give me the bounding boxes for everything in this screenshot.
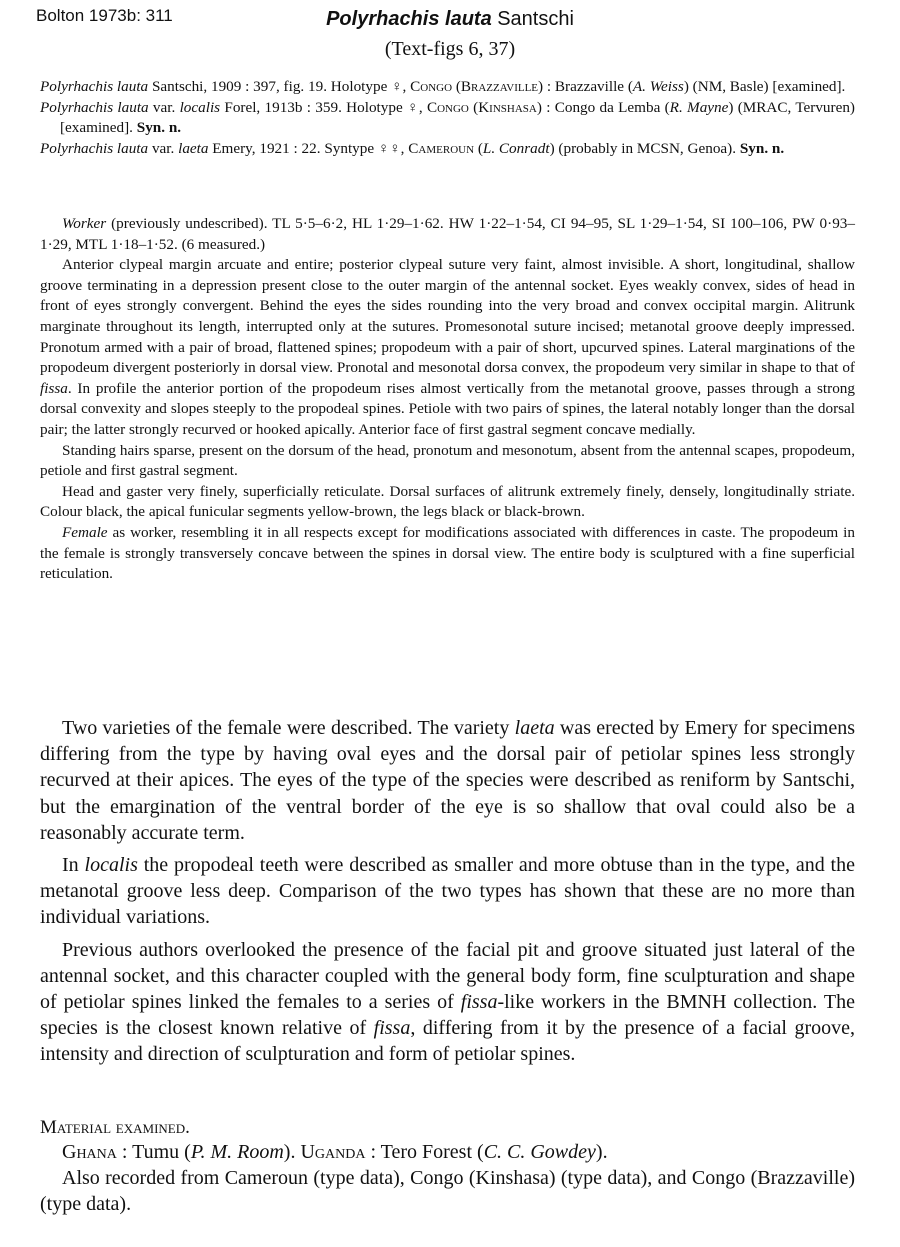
synonymy-entry: Polyrhachis lauta var. localis Forel, 1913b : 359. Holotype ♀, Congo (Kinshasa) : Congo da Lemba (R. Mayne) (MRAC, Tervuren) [examined]. Syn. n. bbox=[40, 98, 855, 137]
variety-name: laeta bbox=[178, 139, 209, 157]
taxon-name: Polyrhachis lauta bbox=[40, 78, 149, 95]
female-description: Female as worker, resembling it in all respects except for modifications associated with differences in caste. The propodeum in the female is strongly transversely concave between the spines in dorsal view. The entire body is sculptured with a fine superficial reticulation. bbox=[40, 523, 855, 583]
figure-reference: (Text-figs 6, 37) bbox=[384, 38, 516, 60]
discussion-paragraph: In localis the propodeal teeth were described as smaller and more obtuse than in the type, and the metanotal groove less deep. Comparison of the two types has shown that these are no more than individual variations. bbox=[40, 854, 855, 929]
collector-name: C. C. Gowdey bbox=[483, 1141, 596, 1163]
collector-name: R. Mayne bbox=[669, 98, 729, 116]
discussion-paragraph: Two varieties of the female were described. The variety laeta was erected by Emery for specimens differing from the type by having oval eyes and the dorsal pair of petiolar spines less strongly recurved at their apices. The eyes of the type of the species were described as reniform by Santschi, but the emargination of the ventral border of the eye is so shallow that oval could also be a reasonably accurate term. bbox=[40, 717, 855, 844]
country-name: Congo (Brazzaville) bbox=[410, 78, 544, 95]
discussion-paragraph: Previous authors overlooked the presence of the facial pit and groove situated just lateral of the antennal socket, and this character coupled with the general body form, fine sculpturation and shape of petiolar spines linked the females to a series of fissa-like workers in the BMNH collection. The species is the closest known relative of fissa, differing from it by the presence of a facial groove, intensity and direction of sculpturation and form of petiolar spines. bbox=[40, 938, 855, 1066]
variety-name: localis bbox=[179, 98, 221, 116]
taxon-name: Polyrhachis lauta bbox=[40, 98, 149, 116]
page-citation: Bolton 1973b: 311 bbox=[36, 6, 173, 25]
material-records: Ghana : Tumu (P. M. Room). Uganda : Tero Forest (C. C. Gowdey). bbox=[62, 1141, 608, 1163]
species-name: Polyrhachis lauta bbox=[326, 8, 492, 30]
worker-pilosity: Standing hairs sparse, present on the dorsum of the head, pronotum and mesonotum, absent from the antennal scapes, propodeum, petiole and first gastral segment. bbox=[40, 441, 855, 480]
worker-sculpture: Head and gaster very finely, superficially reticulate. Dorsal surfaces of alitrunk extremely finely, densely, longitudinally striate. Colour black, the apical funicular segments yellow-brown, the legs black or black-brown. bbox=[40, 482, 855, 521]
country-name: Ghana bbox=[62, 1141, 117, 1163]
synonymy-marker: Syn. n. bbox=[739, 139, 785, 157]
collector-name: P. M. Room bbox=[190, 1141, 284, 1163]
material-heading: Material examined. bbox=[40, 1117, 190, 1138]
collector-name: A. Weiss bbox=[632, 78, 684, 95]
country-name: Congo (Kinshasa) bbox=[426, 98, 542, 116]
worker-description: Anterior clypeal margin arcuate and entire; posterior clypeal suture very faint, almost invisible. A short, longitudinal, shallow groove terminating in a depression present close to the outer margin of the antennal socket. Eyes weakly convex, sides of head in front of eyes strongly convergent. Behind the eyes the sides rounding into the very broad and convex occipital margin. Alitrunk marginate throughout its length, interrupted only at the sutures. Promesonotal suture incised; metanotal groove deeply impressed. Pronotum armed with a pair of broad, flattened spines; propodeum with a pair of short, upcurved spines. Lateral marginations of the propodeum divergent posteriorly in dorsal view. Pronotal and mesonotal dorsa convex, the propodeum very similar in shape to that of fissa. In profile the anterior portion of the propodeum rises almost vertically from the metanotal groove, passes through a strong dorsal convexity and slopes steeply to the propodeal spines. Petiole with two pairs of spines, the lateral notably longer than the dorsal pair; the latter strongly recurved or hooked apically. Anterior face of first gastral segment concave medially. bbox=[40, 256, 855, 438]
material-block bbox=[40, 1139, 855, 1218]
country-name: Cameroun bbox=[408, 139, 475, 157]
synonymy-entry: Polyrhachis lauta Santschi, 1909 : 397, fig. 19. Holotype ♀, Congo (Brazzaville) : Brazzaville (A. Weiss) (NM, Basle) [examined]. bbox=[40, 78, 846, 95]
synonymy-marker: Syn. n. bbox=[136, 119, 182, 137]
description-block bbox=[40, 214, 855, 585]
page-title bbox=[0, 5, 900, 31]
taxon-name: Polyrhachis lauta bbox=[40, 139, 149, 157]
country-name: Uganda bbox=[300, 1141, 366, 1163]
discussion-block bbox=[40, 715, 855, 1068]
caste-label: Worker bbox=[62, 215, 107, 232]
synonymy-list bbox=[40, 77, 855, 159]
distribution-note: Also recorded from Cameroun (type data), Congo (Kinshasa) (type data), and Congo (Brazzaville) (type data). bbox=[40, 1167, 855, 1216]
worker-measurements: Worker (previously undescribed). TL 5·5–6·2, HL 1·29–1·62. HW 1·22–1·54, CI 94–95, SL 1·29–1·54, SI 100–106, PW 0·93–1·29, MTL 1·18–1·52. (6 measured.) bbox=[40, 215, 855, 253]
synonymy-entry: Polyrhachis lauta var. laeta Emery, 1921 : 22. Syntype ♀♀, Cameroun (L. Conradt) (probably in MCSN, Genoa). Syn. n. bbox=[40, 139, 785, 157]
collector-name: L. Conradt bbox=[482, 139, 550, 157]
caste-label: Female bbox=[62, 523, 108, 541]
species-author: Santschi bbox=[497, 8, 574, 30]
